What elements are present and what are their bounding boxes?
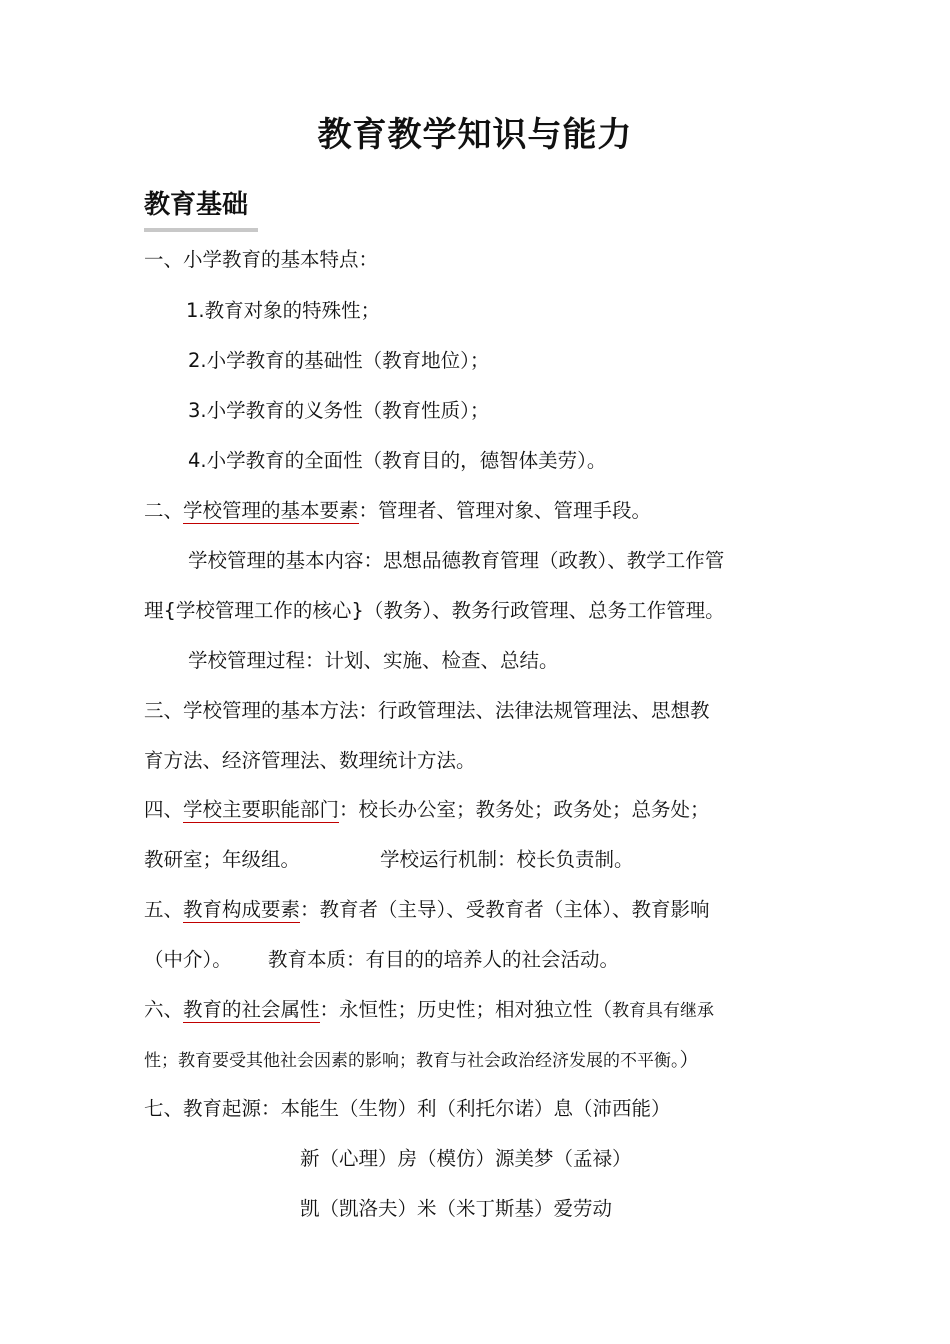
education-essence-line: 教育本质：有目的的培养人的社会活动。 [268, 948, 620, 971]
point-text: ） [679, 1048, 700, 1071]
school-mechanism-line: 学校运行机制：校长负责制。 [380, 848, 634, 871]
management-process-line: 学校管理过程：计划、实施、检查、总结。 [188, 649, 559, 672]
point-prefix: 五、 [144, 898, 184, 921]
point-text: ：教育者（主导）、受教育者（主体）、教育影响 [300, 898, 710, 921]
point-3-line: 三、学校管理的基本方法：行政管理法、法律法规管理法、思想教 [144, 699, 710, 722]
section-heading: 教育基础 [144, 186, 258, 232]
key-term-underlined: 学校主要职能部门 [183, 798, 340, 821]
point-text: ：永恒性；历史性；相对独立性（ [319, 998, 613, 1021]
point-1-item: 3.小学教育的义务性（教育性质）； [188, 399, 490, 422]
point-note: 教育具有继承 [612, 1001, 715, 1021]
point-3-line: 育方法、经济管理法、数理统计方法。 [144, 749, 476, 772]
point-4-line [144, 796, 710, 824]
point-7-line: 新（心理）房（模仿）源美梦（孟禄） [300, 1147, 632, 1170]
point-prefix: 二、 [144, 499, 184, 522]
point-1-item: 1.教育对象的特殊性； [186, 299, 381, 322]
point-prefix: 六、 [144, 998, 184, 1021]
point-prefix: 四、 [144, 798, 184, 821]
point-2-line [144, 497, 651, 525]
key-term-underlined: 学校管理的基本要素 [183, 499, 359, 522]
point-7-line: 凯（凯洛夫）米（米丁斯基）爱劳动 [300, 1197, 613, 1220]
key-term-underlined: 教育的社会属性 [183, 998, 320, 1021]
point-6-note-line [144, 1046, 699, 1075]
point-7-line: 七、教育起源：本能生（生物）利（利托尔诺）息（沛西能） [144, 1097, 671, 1120]
point-note: 性；教育要受其他社会因素的影响；教育与社会政治经济发展的不平衡。 [144, 1051, 680, 1071]
point-5-line: （中介）。 [144, 948, 232, 971]
key-term-underlined: 教育构成要素 [183, 898, 301, 921]
point-text: ：管理者、管理对象、管理手段。 [358, 499, 652, 522]
point-4-line: 教研室；年级组。 [144, 848, 301, 871]
point-1-item: 4.小学教育的全面性（教育目的，德智体美劳）。 [188, 449, 607, 472]
document-title: 教育教学知识与能力 [317, 115, 633, 155]
point-1-item: 2.小学教育的基础性（教育地位）； [188, 349, 490, 372]
point-text: ：校长办公室；教务处；政务处；总务处； [339, 798, 710, 821]
management-content-line: 学校管理的基本内容：思想品德教育管理（政教）、教学工作管 [188, 549, 725, 572]
point-1-heading: 一、小学教育的基本特点： [144, 248, 379, 271]
management-content-line: 理{学校管理工作的核心}（教务）、教务行政管理、总务工作管理。 [144, 599, 725, 622]
point-5-line [144, 896, 710, 924]
point-6-line [144, 996, 714, 1025]
